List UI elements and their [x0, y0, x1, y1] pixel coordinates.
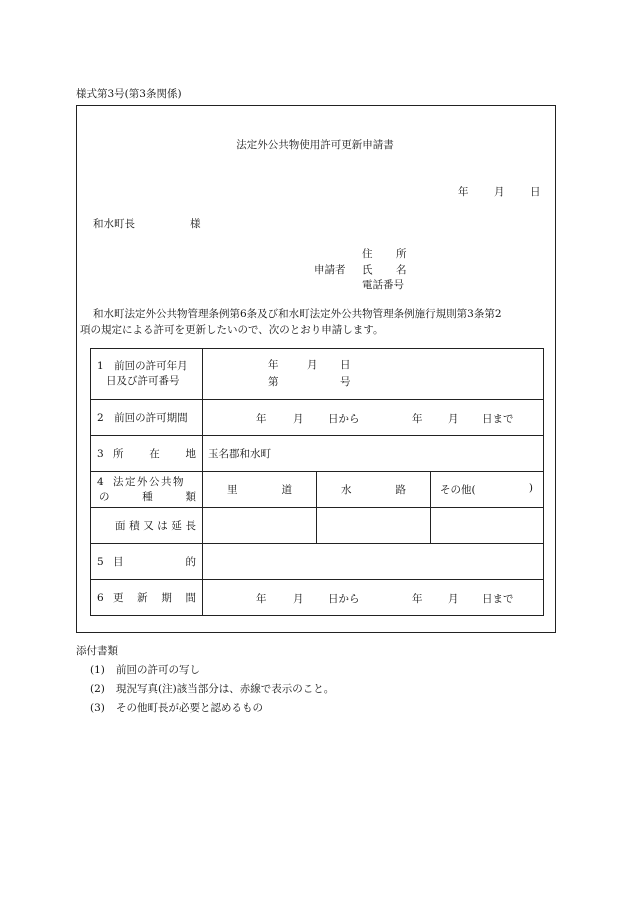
form-number: 様式第3号(第3条関係)	[76, 88, 182, 100]
area-value-road[interactable]	[203, 508, 317, 544]
attachment-text: 前回の許可の写し	[116, 664, 200, 676]
location-value[interactable]: 玉名郡和水町	[203, 436, 544, 472]
attachment-num: (3)	[90, 702, 105, 714]
prev-month: 月	[307, 359, 318, 371]
application-table	[90, 348, 544, 616]
previous-permit-value[interactable]	[203, 349, 544, 400]
row-renewal	[91, 580, 544, 616]
type-label	[91, 472, 203, 508]
date-year: 年	[458, 186, 469, 198]
name-label-2: 名	[396, 264, 407, 276]
type-option-other[interactable]	[431, 472, 544, 508]
purpose-char-2: 的	[185, 556, 196, 568]
pp-month: 月	[293, 413, 304, 425]
other-open: その他(	[440, 484, 476, 496]
type-char-1: の	[99, 490, 110, 503]
previous-period-label: 2 前回の許可期間	[91, 400, 203, 436]
renewal-label	[91, 580, 203, 616]
location-char-3: 地	[185, 448, 196, 460]
area-char-3: 又	[143, 520, 154, 532]
pp-month2: 月	[448, 413, 459, 425]
area-value-other[interactable]	[431, 508, 544, 544]
renewal-char-2: 新	[137, 592, 148, 604]
purpose-value[interactable]	[203, 544, 544, 580]
previous-permit-label-line1: 1 前回の許可年月	[97, 360, 188, 372]
renewal-char-4: 間	[185, 592, 196, 604]
area-value-waterway[interactable]	[317, 508, 431, 544]
attachment-text: 現況写真(注)該当部分は、赤線で表示のこと。	[116, 683, 335, 695]
area-char-2: 積	[129, 520, 140, 532]
row-previous-period	[91, 400, 544, 436]
area-char-5: 延	[171, 520, 182, 532]
attachment-num: (2)	[90, 683, 105, 695]
applicant-label: 申請者	[314, 264, 346, 276]
waterway-char-1: 水	[341, 484, 352, 496]
row-previous-permit	[91, 349, 544, 400]
location-char-2: 在	[149, 448, 160, 460]
rn-year: 年	[256, 593, 267, 605]
purpose-char-1: 目	[113, 556, 124, 568]
rn-month2: 月	[448, 593, 459, 605]
previous-period-value[interactable]	[203, 400, 544, 436]
rn-from: 日から	[328, 593, 360, 605]
attachments-heading: 添付書類	[76, 645, 118, 657]
intro-text-line1: 和水町法定外公共物管理条例第6条及び和水町法定外公共物管理条例施行規則第3条第2	[93, 308, 502, 320]
road-char-2: 道	[281, 484, 292, 496]
prev-year: 年	[268, 359, 279, 371]
previous-permit-label	[91, 349, 203, 400]
attachment-item	[90, 700, 263, 715]
address-label-2: 所	[396, 248, 407, 260]
pp-until: 日まで	[482, 413, 514, 425]
addressee-honorific: 様	[190, 218, 201, 230]
type-option-waterway[interactable]	[317, 472, 431, 508]
addressee-name: 和水町長	[93, 218, 135, 230]
road-char-1: 里	[227, 484, 238, 496]
area-char-4: は	[157, 520, 168, 532]
renewal-char-3: 期	[161, 592, 172, 604]
renewal-char-1: 更	[113, 592, 124, 604]
date-day: 日	[530, 186, 541, 198]
area-char-1: 面	[115, 520, 126, 532]
phone-label: 電話番号	[362, 279, 404, 291]
type-label-line1: 法定外公共物	[113, 475, 185, 488]
attachment-num: (1)	[90, 664, 105, 676]
name-label-1: 氏	[362, 264, 373, 276]
location-char-1: 所	[113, 448, 124, 460]
pp-year2: 年	[412, 413, 423, 425]
rn-until: 日まで	[482, 593, 514, 605]
attachment-text: その他町長が必要と認めるもの	[116, 702, 263, 714]
pp-year: 年	[256, 413, 267, 425]
attachment-item	[90, 681, 334, 696]
location-label	[91, 436, 203, 472]
row-type	[91, 472, 544, 508]
prev-dai: 第	[268, 376, 279, 388]
purpose-num: 5	[97, 555, 104, 568]
row-area	[91, 508, 544, 544]
type-option-road[interactable]	[203, 472, 317, 508]
form-title: 法定外公共物使用許可更新申請書	[236, 139, 394, 151]
prev-day: 日	[340, 359, 351, 371]
type-char-2: 種	[142, 490, 153, 503]
intro-text-line2: 項の規定による許可を更新したいので、次のとおり申請します。	[80, 324, 384, 336]
row-location	[91, 436, 544, 472]
address-label-1: 住	[362, 248, 373, 260]
location-num: 3	[97, 447, 104, 460]
type-char-3: 類	[185, 490, 196, 503]
renewal-num: 6	[97, 591, 104, 604]
purpose-label	[91, 544, 203, 580]
row-purpose	[91, 544, 544, 580]
rn-year2: 年	[412, 593, 423, 605]
date-month: 月	[494, 186, 505, 198]
attachment-item	[90, 662, 200, 677]
waterway-char-2: 路	[395, 484, 406, 496]
previous-permit-label-line2: 日及び許可番号	[106, 375, 180, 387]
area-char-6: 長	[185, 520, 196, 532]
other-close: )	[528, 482, 534, 494]
area-label	[91, 508, 203, 544]
pp-from: 日から	[328, 413, 360, 425]
renewal-value[interactable]	[203, 580, 544, 616]
rn-month: 月	[293, 593, 304, 605]
prev-go: 号	[340, 376, 351, 388]
type-num: 4	[97, 475, 104, 488]
